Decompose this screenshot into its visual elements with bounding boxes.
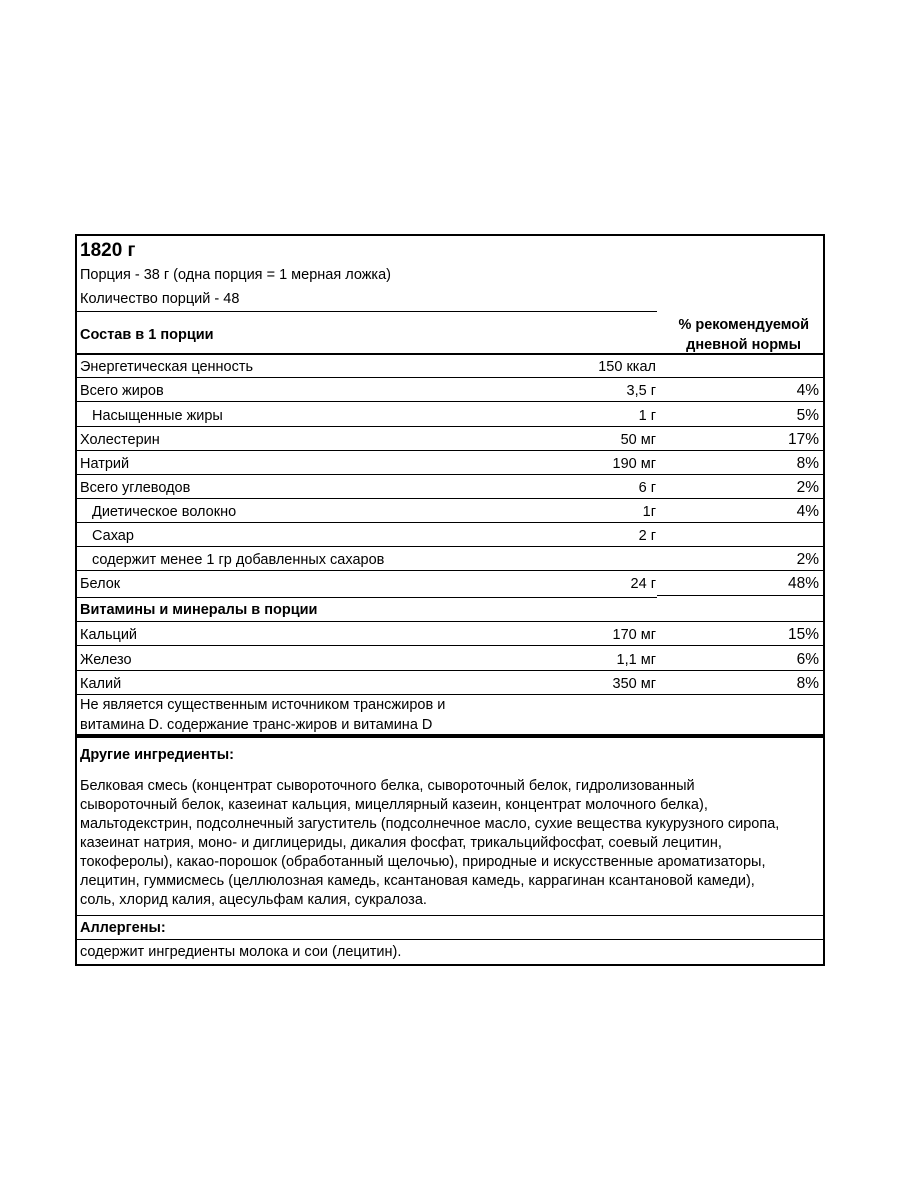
nutrient-name: Диетическое волокно xyxy=(92,504,237,520)
allergens-title: Аллергены: xyxy=(80,920,166,936)
divider xyxy=(77,426,823,427)
nutrient-amount: 6 г xyxy=(638,480,656,496)
trans-fat-note-line2: витамина D. содержание транс-жиров и витамина D xyxy=(80,717,433,733)
nutrient-name: содержит менее 1 гр добавленных сахаров xyxy=(92,552,385,568)
nutrient-name: Белок xyxy=(80,576,121,592)
nutrient-name: Всего углеводов xyxy=(80,480,191,496)
mineral-daily-value: 8% xyxy=(796,675,819,692)
nutrient-amount: 1 г xyxy=(638,408,656,424)
divider xyxy=(77,311,657,312)
mineral-amount: 170 мг xyxy=(612,627,656,643)
nutrient-daily-value: 4% xyxy=(796,382,819,399)
nutrient-name: Холестерин xyxy=(80,432,160,448)
mineral-amount: 350 мг xyxy=(612,676,656,692)
nutrient-name: Всего жиров xyxy=(80,383,164,399)
divider xyxy=(77,597,657,598)
allergens-text: содержит ингредиенты молока и сои (лецитин). xyxy=(80,944,402,960)
divider xyxy=(77,522,823,523)
package-weight: 1820 г xyxy=(80,240,136,261)
nutrient-daily-value: 17% xyxy=(787,431,819,448)
nutrient-name: Насыщенные жиры xyxy=(92,408,223,424)
mineral-name: Железо xyxy=(80,652,132,668)
thick-divider xyxy=(77,734,823,738)
divider xyxy=(77,401,823,402)
mineral-name: Калий xyxy=(80,676,122,692)
nutrient-amount: 50 мг xyxy=(620,432,656,448)
ingredients-text: Белковая смесь (концентрат сывороточного белка, сывороточный белок, гидролизованный сывороточный белок, казеинат кальция, мицеллярный казеин, концентрат молочного белка), мальтодекстрин, подсолнечный загуститель (подсолнечное масло, сухие вещества кукурузного сиропа, казеинат натрия, моно- и диглицериды, дикалия фосфат, трикальцийфосфат, соевый лецитин, токоферолы), какао-порошок (обработанный щелочью), природные и искусственные ароматизаторы, лецитин, гуммисмесь (целлюлозная камедь, ксантановая камедь, каррагинан ксантановой камеди), соль, хлорид калия, ацесульфам калия, сукралоза. xyxy=(80,778,780,908)
daily-value-header-line1: % рекомендуемой xyxy=(678,317,809,333)
mineral-daily-value: 15% xyxy=(787,626,819,643)
divider xyxy=(77,377,823,378)
divider xyxy=(77,645,823,646)
nutrient-daily-value: 2% xyxy=(796,551,819,568)
nutrient-amount: 150 ккал xyxy=(598,359,656,375)
divider xyxy=(77,621,823,622)
divider xyxy=(77,915,823,916)
serving-size: Порция - 38 г (одна порция = 1 мерная ложка) xyxy=(80,267,391,283)
vitamins-title: Витамины и минералы в порции xyxy=(80,602,318,618)
trans-fat-note-line1: Не является существенным источником трансжиров и xyxy=(80,697,446,713)
nutrient-daily-value: 2% xyxy=(796,479,819,496)
divider xyxy=(77,474,823,475)
nutrient-daily-value: 4% xyxy=(796,503,819,520)
nutrient-amount: 24 г xyxy=(630,576,656,592)
composition-title: Состав в 1 порции xyxy=(80,327,214,343)
divider xyxy=(77,498,823,499)
daily-value-header-line2: дневной нормы xyxy=(686,337,801,353)
servings-count: Количество порций - 48 xyxy=(80,291,240,307)
nutrient-name: Энергетическая ценность xyxy=(80,359,254,375)
divider xyxy=(77,546,823,547)
divider xyxy=(77,670,823,671)
divider xyxy=(77,939,823,940)
nutrient-amount: 190 мг xyxy=(612,456,656,472)
nutrient-amount: 1г xyxy=(642,504,656,520)
nutrient-daily-value: 48% xyxy=(787,575,819,592)
mineral-daily-value: 6% xyxy=(796,651,819,668)
nutrition-facts-panel xyxy=(75,234,825,966)
nutrient-daily-value: 5% xyxy=(796,407,819,424)
nutrient-name: Сахар xyxy=(92,528,134,544)
nutrient-name: Натрий xyxy=(80,456,130,472)
divider xyxy=(77,450,823,451)
nutrient-amount: 2 г xyxy=(638,528,656,544)
divider xyxy=(77,570,823,571)
mineral-name: Кальций xyxy=(80,627,138,643)
nutrient-amount: 3,5 г xyxy=(626,383,656,399)
divider xyxy=(77,694,823,695)
nutrient-daily-value: 8% xyxy=(796,455,819,472)
ingredients-title: Другие ингредиенты: xyxy=(80,747,234,763)
divider xyxy=(77,353,823,355)
mineral-amount: 1,1 мг xyxy=(616,652,656,668)
divider xyxy=(657,595,823,596)
